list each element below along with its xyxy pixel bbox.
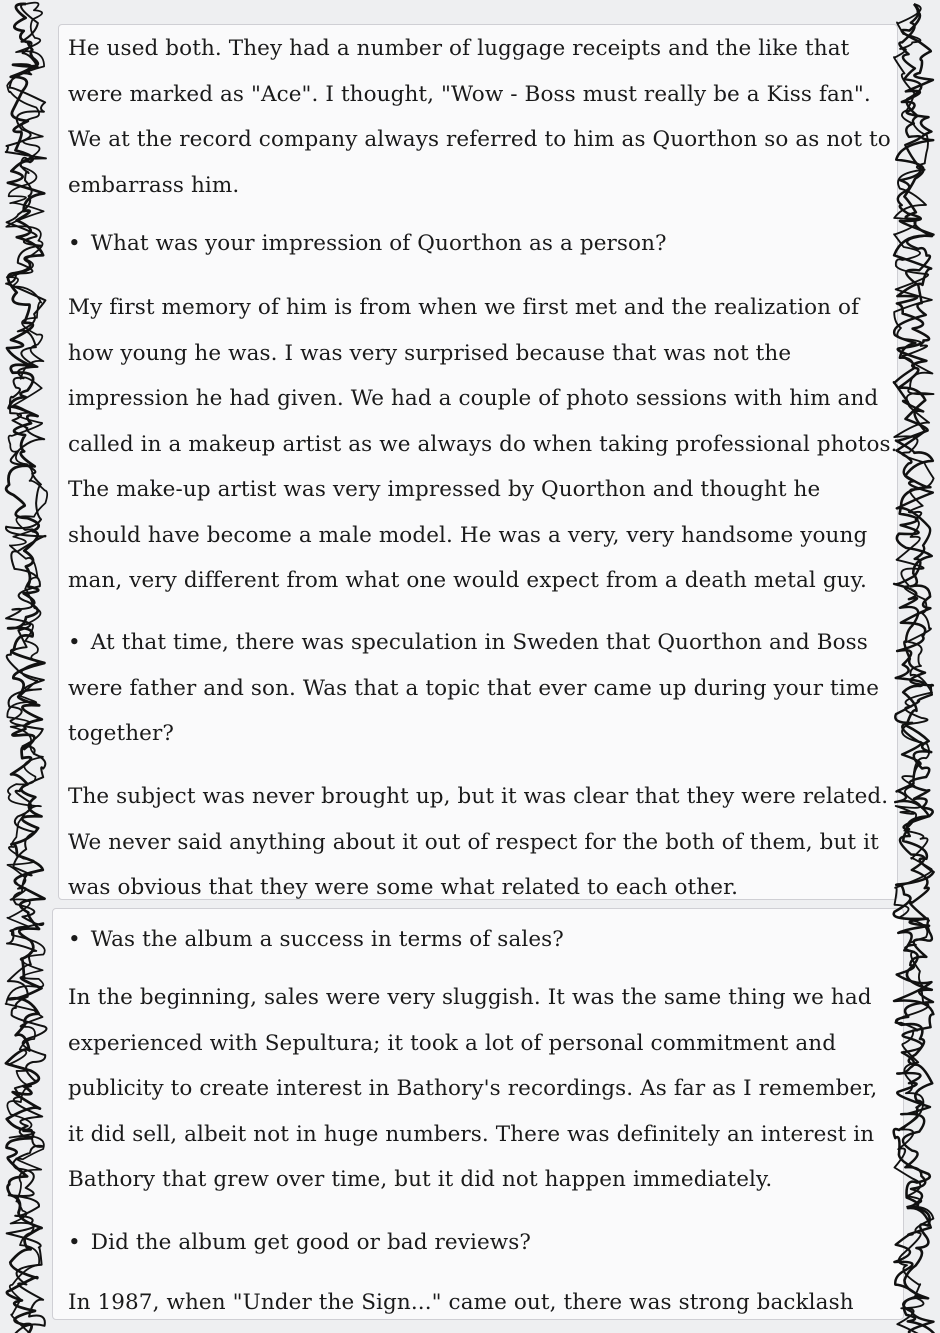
question-text: Did the album get good or bad reviews? <box>90 1230 532 1255</box>
answer-paragraph-2: My first memory of him is from when we first met and the realization of how young he was. I was very surprised because that was not the impression he had given. We had a couple of photo sessions with him and called in a makeup artist as we always do when taking professional photos. The make-up artist was very impressed by Quorthon and thought he should have become a male model. He was a very, very handsome young man, very different from what one would expect from a death metal guy. <box>68 295 898 593</box>
question-text: What was your impression of Quorthon as a person? <box>90 231 667 256</box>
question-text: Was the album a success in terms of sales? <box>90 927 564 952</box>
question-4 <box>68 1220 898 1266</box>
bullet-icon: • <box>68 1230 81 1255</box>
question-2 <box>68 620 898 757</box>
answer-paragraph-3: The subject was never brought up, but it was clear that they were related. We never said anything about it out of respect for the both of them, but it was obvious that they were some what related to each other. <box>68 784 889 900</box>
bullet-icon: • <box>68 231 81 256</box>
bullet-icon: • <box>68 927 81 952</box>
answer-paragraph-1: He used both. They had a number of luggage receipts and the like that were marked as "Ace". I thought, "Wow - Boss must really be a Kiss fan". We at the record company always referred to him as Quorthon so as not to embarrass him. <box>68 36 891 198</box>
question-1 <box>68 221 898 267</box>
question-3 <box>68 917 898 963</box>
bullet-icon: • <box>68 630 81 655</box>
answer-paragraph-5: In 1987, when "Under the Sign..." came out, there was strong backlash <box>68 1290 854 1315</box>
question-text: At that time, there was speculation in Sweden that Quorthon and Boss were father and son. Was that a topic that ever came up during your time together? <box>68 630 880 746</box>
answer-paragraph-4: In the beginning, sales were very sluggish. It was the same thing we had experienced with Sepultura; it took a lot of personal commitment and publicity to create interest in Bathory's recordings. As far as I remember, it did sell, albeit not in huge numbers. There was definitely an interest in Bathory that grew over time, but it did not happen immediately. <box>68 985 878 1192</box>
